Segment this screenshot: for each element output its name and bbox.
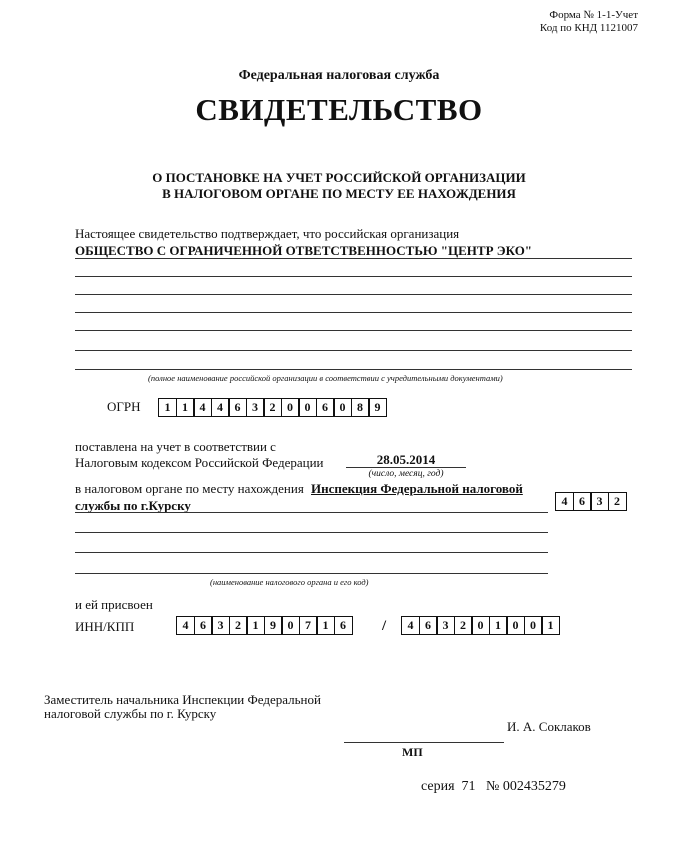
digit-cell: 8 [351, 398, 370, 417]
digit-cell: 1 [246, 616, 265, 635]
subtitle-line-2: В НАЛОГОВОМ ОРГАНЕ ПО МЕСТУ ЕЕ НАХОЖДЕНИЯ [162, 186, 516, 201]
signatory-position-line-2: налоговой службы по г. Курску [44, 706, 217, 721]
org-name-line-4 [75, 312, 632, 313]
signatory-name: И. А. Соклаков [507, 719, 591, 734]
inn-cells [176, 616, 353, 635]
agency-name: Федеральная налоговая служба [238, 68, 440, 83]
digit-cell: 6 [316, 398, 335, 417]
digit-cell: 9 [368, 398, 387, 417]
digit-cell: 3 [211, 616, 230, 635]
intro-text: Настоящее свидетельство подтверждает, что российская организация [75, 226, 460, 241]
digit-cell: 3 [436, 616, 455, 635]
digit-cell: 0 [471, 616, 490, 635]
registration-date: 28.05.2014 [376, 452, 436, 467]
document-title: СВИДЕТЕЛЬСТВО [195, 92, 483, 127]
digit-cell: 6 [228, 398, 247, 417]
digit-cell: 9 [264, 616, 283, 635]
serial-number: серия 71 № 002435279 [421, 779, 566, 794]
digit-cell: 4 [211, 398, 230, 417]
registration-date-caption: (число, месяц, год) [368, 469, 444, 479]
assigned-label: и ей присвоен [75, 597, 153, 612]
stamp-placeholder: МП [402, 745, 423, 759]
subtitle-line-1: О ПОСТАНОВКЕ НА УЧЕТ РОССИЙСКОЙ ОРГАНИЗАЦИИ [152, 170, 526, 185]
digit-cell: 4 [176, 616, 195, 635]
tax-authority-line-2 [75, 532, 548, 533]
digit-cell: 2 [608, 492, 627, 511]
tax-authority-name-part-2: службы по г.Курску [75, 498, 191, 513]
tax-authority-line-1 [75, 512, 548, 513]
digit-cell: 1 [176, 398, 195, 417]
digit-cell: 1 [541, 616, 560, 635]
digit-cell: 0 [333, 398, 352, 417]
tax-authority-prefix: в налоговом органе по месту нахождения [75, 481, 304, 496]
digit-cell: 6 [334, 616, 353, 635]
digit-cell: 4 [555, 492, 574, 511]
org-name-line-3 [75, 294, 632, 295]
ogrn-cells [158, 398, 387, 417]
organization-name: ОБЩЕСТВО С ОГРАНИЧЕННОЙ ОТВЕТСТВЕННОСТЬЮ "ЦЕНТР ЭКО" [75, 243, 533, 258]
signature-line [344, 742, 504, 743]
digit-cell: 1 [489, 616, 508, 635]
signatory-position-line-1: Заместитель начальника Инспекции Федеральной [44, 692, 321, 707]
org-name-line-6 [75, 350, 632, 351]
digit-cell: 2 [454, 616, 473, 635]
digit-cell: 0 [524, 616, 543, 635]
org-name-line-2 [75, 276, 632, 277]
registered-line-1: поставлена на учет в соответствии с [75, 439, 276, 454]
ogrn-label: ОГРН [107, 399, 141, 414]
digit-cell: 6 [573, 492, 592, 511]
digit-cell: 2 [263, 398, 282, 417]
digit-cell: 0 [298, 398, 317, 417]
document-subtitle [0, 170, 678, 202]
digit-cell: 0 [506, 616, 525, 635]
digit-cell: 4 [401, 616, 420, 635]
digit-cell: 0 [281, 398, 300, 417]
inn-kpp-separator: / [382, 618, 387, 634]
digit-cell: 3 [246, 398, 265, 417]
registration-date-line [346, 467, 466, 468]
org-name-line-5 [75, 330, 632, 331]
kpp-cells [401, 616, 560, 635]
tax-authority-name-part-1: Инспекция Федеральной налоговой [311, 481, 523, 496]
digit-cell: 3 [590, 492, 609, 511]
org-name-line-7 [75, 369, 632, 370]
registered-line-2: Налоговым кодексом Российской Федерации [75, 455, 324, 470]
digit-cell: 6 [419, 616, 438, 635]
digit-cell: 1 [316, 616, 335, 635]
form-number-block [540, 9, 638, 35]
digit-cell: 7 [299, 616, 318, 635]
digit-cell: 4 [193, 398, 212, 417]
digit-cell: 2 [229, 616, 248, 635]
tax-authority-code-cells [555, 492, 627, 511]
tax-authority-line-3 [75, 552, 548, 553]
inn-kpp-label: ИНН/КПП [75, 619, 135, 634]
digit-cell: 6 [194, 616, 213, 635]
tax-authority-line-4 [75, 573, 548, 574]
digit-cell: 1 [158, 398, 177, 417]
form-number: Форма № 1-1-Учет [549, 9, 638, 21]
org-name-caption: (полное наименование российской организации в соответствии с учредительными документами) [148, 373, 503, 383]
digit-cell: 0 [281, 616, 300, 635]
tax-authority-caption: (наименование налогового органа и его код) [210, 577, 369, 587]
knd-code: Код по КНД 1121007 [539, 22, 638, 34]
org-name-line-1 [75, 258, 632, 259]
